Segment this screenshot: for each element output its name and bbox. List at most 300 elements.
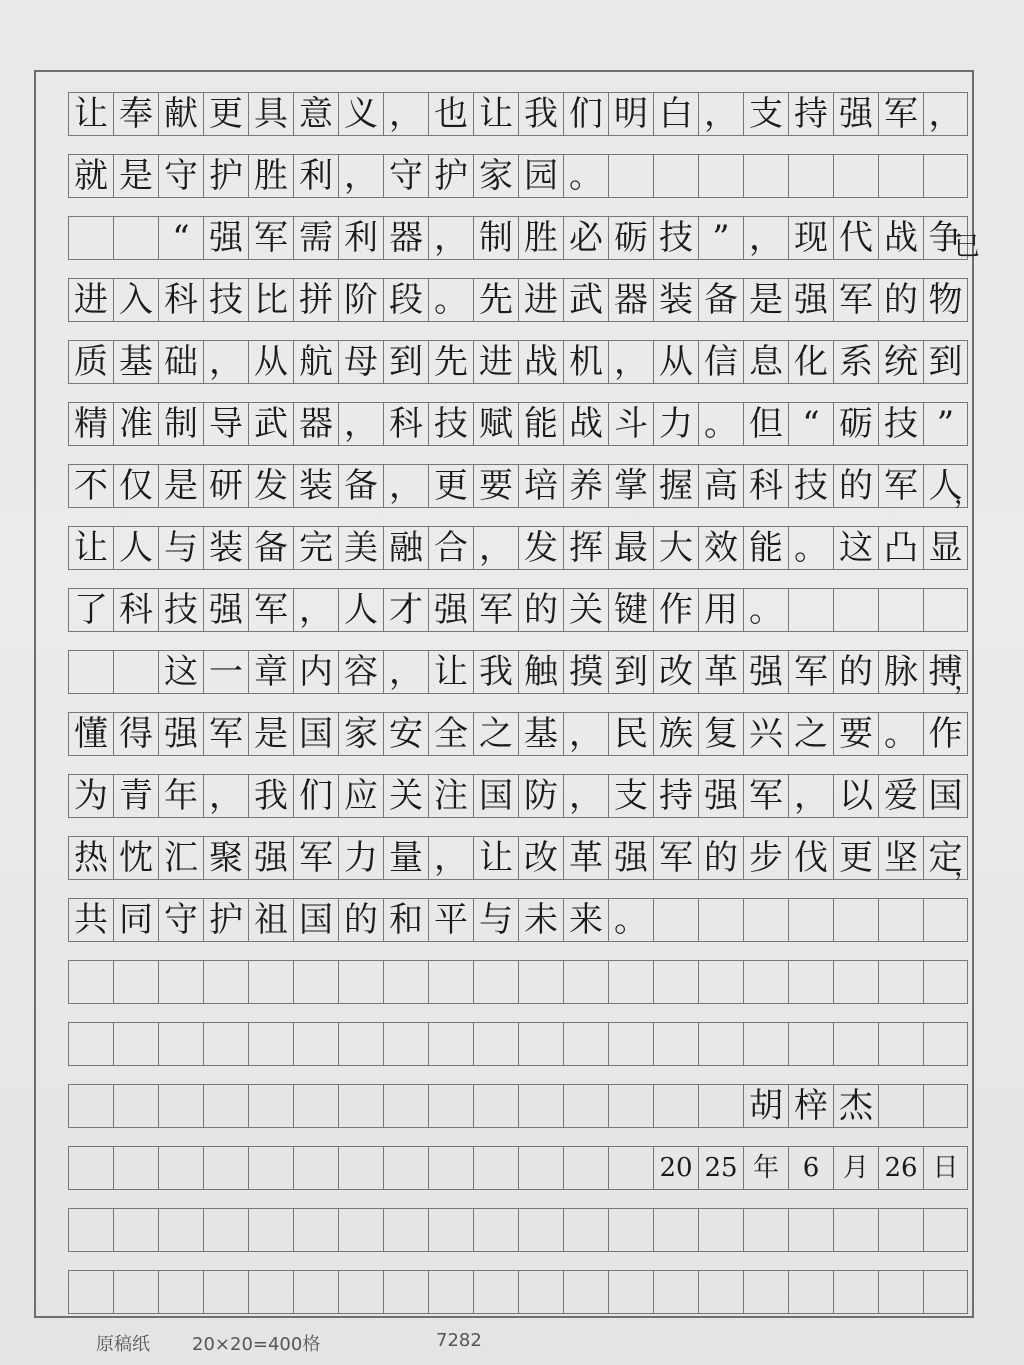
grid-cell: 技 xyxy=(158,588,203,632)
grid-cell: 更 xyxy=(203,92,248,136)
grid-row xyxy=(68,402,968,446)
grid-cell: 安 xyxy=(383,712,428,756)
grid-cell xyxy=(68,216,113,260)
grid-cell: 用 xyxy=(698,588,743,632)
grid-cell: 军 xyxy=(248,216,293,260)
grid-cell xyxy=(68,1022,113,1066)
grid-cell: 革 xyxy=(698,650,743,694)
grid-cell: 准 xyxy=(113,402,158,446)
overflow-punctuation: ， xyxy=(954,666,981,696)
grid-row xyxy=(68,650,981,696)
grid-cell: 军 xyxy=(788,650,833,694)
grid-cell: 让 xyxy=(473,836,518,880)
grid-cell xyxy=(428,960,473,1004)
grid-cell: 信 xyxy=(698,340,743,384)
grid-cell: 不 xyxy=(68,464,113,508)
grid-cell: 关 xyxy=(383,774,428,818)
grid-cell xyxy=(518,1208,563,1252)
grid-cell: 触 xyxy=(518,650,563,694)
grid-cell: ， xyxy=(428,836,473,880)
grid-cell xyxy=(923,1208,968,1252)
grid-cell: 砺 xyxy=(833,402,878,446)
grid-cell xyxy=(383,1270,428,1314)
grid-cell: 技 xyxy=(203,278,248,322)
grid-cell xyxy=(203,1022,248,1066)
grid-cell: 我 xyxy=(518,92,563,136)
grid-cell: 懂 xyxy=(68,712,113,756)
grid-row xyxy=(68,1084,968,1128)
grid-cell xyxy=(383,1022,428,1066)
grid-cell xyxy=(338,1022,383,1066)
grid-cell: 人 xyxy=(113,526,158,570)
grid-cell: 伐 xyxy=(788,836,833,880)
grid-cell: 也 xyxy=(428,92,473,136)
grid-cell: 强 xyxy=(833,92,878,136)
grid-cell: 发 xyxy=(248,464,293,508)
grid-cell: 改 xyxy=(518,836,563,880)
grid-cell xyxy=(653,1022,698,1066)
grid-cell: 航 xyxy=(293,340,338,384)
grid-cell: 的 xyxy=(833,464,878,508)
grid-cell: 强 xyxy=(428,588,473,632)
grid-cell: 装 xyxy=(293,464,338,508)
grid-cell: ， xyxy=(338,154,383,198)
grid-cell: 军 xyxy=(293,836,338,880)
grid-cell: 基 xyxy=(113,340,158,384)
grid-cell: ， xyxy=(563,712,608,756)
grid-cell: 质 xyxy=(68,340,113,384)
grid-cell xyxy=(833,1270,878,1314)
grid-cell: 入 xyxy=(113,278,158,322)
grid-cell: 效 xyxy=(698,526,743,570)
grid-cell: 是 xyxy=(743,278,788,322)
grid-cell: 就 xyxy=(68,154,113,198)
overflow-punctuation: 已 xyxy=(954,232,981,262)
grid-cell: 备 xyxy=(248,526,293,570)
grid-cell: 物 xyxy=(923,278,968,322)
paper-code: 7282 xyxy=(436,1330,482,1351)
grid-cell: 国 xyxy=(473,774,518,818)
grid-cell: 军 xyxy=(878,464,923,508)
grid-cell: 凸 xyxy=(878,526,923,570)
grid-cell: 内 xyxy=(293,650,338,694)
grid-cell: ， xyxy=(608,340,653,384)
grid-cell: 国 xyxy=(293,712,338,756)
grid-cell xyxy=(788,588,833,632)
grid-cell: 段 xyxy=(383,278,428,322)
grid-cell: 强 xyxy=(248,836,293,880)
grid-cell: 现 xyxy=(788,216,833,260)
grid-cell xyxy=(878,898,923,942)
grid-cell xyxy=(653,1208,698,1252)
grid-cell: 掌 xyxy=(608,464,653,508)
grid-cell xyxy=(518,1146,563,1190)
grid-cell xyxy=(68,1084,113,1128)
grid-cell xyxy=(338,1208,383,1252)
grid-cell: 科 xyxy=(113,588,158,632)
grid-cell: ， xyxy=(743,216,788,260)
grid-cell: ， xyxy=(473,526,518,570)
grid-cell xyxy=(608,1270,653,1314)
grid-cell xyxy=(338,1270,383,1314)
grid-cell xyxy=(923,1270,968,1314)
grid-cell: 民 xyxy=(608,712,653,756)
grid-cell: 强 xyxy=(203,216,248,260)
grid-cell xyxy=(113,960,158,1004)
grid-row xyxy=(68,774,968,818)
grid-cell: ” xyxy=(923,402,968,446)
grid-cell: 之 xyxy=(473,712,518,756)
grid-cell: 利 xyxy=(338,216,383,260)
grid-cell xyxy=(653,154,698,198)
grid-cell: 让 xyxy=(68,92,113,136)
grid-cell xyxy=(563,1146,608,1190)
grid-cell: 军 xyxy=(203,712,248,756)
grid-cell: 奉 xyxy=(113,92,158,136)
grid-cell xyxy=(203,1270,248,1314)
grid-cell: 器 xyxy=(383,216,428,260)
grid-row xyxy=(68,340,968,384)
overflow-punctuation: ， xyxy=(954,480,981,510)
grid-cell: 的 xyxy=(878,278,923,322)
grid-cell xyxy=(878,1022,923,1066)
grid-cell: 园 xyxy=(518,154,563,198)
grid-cell xyxy=(473,1084,518,1128)
grid-cell: 才 xyxy=(383,588,428,632)
grid-row xyxy=(68,216,981,262)
grid-cell xyxy=(563,1208,608,1252)
grid-cell: 。 xyxy=(878,712,923,756)
grid-cell xyxy=(473,1270,518,1314)
grid-cell: 家 xyxy=(338,712,383,756)
grid-cell xyxy=(293,1084,338,1128)
grid-cell: ， xyxy=(203,774,248,818)
grid-cell xyxy=(698,960,743,1004)
paper-label: 原稿纸 xyxy=(96,1334,150,1355)
grid-cell: 要 xyxy=(473,464,518,508)
grid-row xyxy=(68,836,981,882)
grid-cell xyxy=(68,1270,113,1314)
grid-cell: 家 xyxy=(473,154,518,198)
grid-cell: 军 xyxy=(878,92,923,136)
grid-cell xyxy=(248,1084,293,1128)
grid-cell: 让 xyxy=(473,92,518,136)
grid-cell: 持 xyxy=(788,92,833,136)
grid-cell: 是 xyxy=(158,464,203,508)
overflow-punctuation: ， xyxy=(954,852,981,882)
grid-cell: 未 xyxy=(518,898,563,942)
grid-cell xyxy=(248,1022,293,1066)
grid-cell xyxy=(608,1146,653,1190)
grid-cell xyxy=(833,1208,878,1252)
grid-cell: 为 xyxy=(68,774,113,818)
grid-cell: 让 xyxy=(428,650,473,694)
grid-cell: 研 xyxy=(203,464,248,508)
grid-cell: 守 xyxy=(383,154,428,198)
grid-cell xyxy=(608,1022,653,1066)
grid-cell: 军 xyxy=(833,278,878,322)
grid-cell xyxy=(428,1022,473,1066)
grid-cell: 。 xyxy=(428,278,473,322)
grid-cell: 更 xyxy=(833,836,878,880)
grid-cell: 之 xyxy=(788,712,833,756)
grid-cell: 以 xyxy=(833,774,878,818)
grid-cell: 握 xyxy=(653,464,698,508)
grid-cell xyxy=(833,898,878,942)
grid-row xyxy=(68,1146,968,1190)
grid-cell: 们 xyxy=(563,92,608,136)
grid-cell: 制 xyxy=(473,216,518,260)
grid-cell: 持 xyxy=(653,774,698,818)
grid-cell xyxy=(158,1270,203,1314)
grid-cell xyxy=(878,1208,923,1252)
grid-cell: 阶 xyxy=(338,278,383,322)
date-char: 月 xyxy=(833,1146,878,1190)
grid-cell: 的 xyxy=(698,836,743,880)
grid-cell xyxy=(248,1208,293,1252)
grid-cell xyxy=(563,1022,608,1066)
grid-cell: 一 xyxy=(203,650,248,694)
grid-cell xyxy=(428,1208,473,1252)
grid-cell: ， xyxy=(698,92,743,136)
grid-cell: 装 xyxy=(203,526,248,570)
grid-cell xyxy=(248,1270,293,1314)
grid-cell: 机 xyxy=(563,340,608,384)
grid-cell xyxy=(788,1022,833,1066)
grid-cell: 了 xyxy=(68,588,113,632)
grid-cell xyxy=(203,1146,248,1190)
grid-cell xyxy=(923,1084,968,1128)
grid-row xyxy=(68,1270,968,1314)
grid-cell xyxy=(923,898,968,942)
grid-cell xyxy=(698,1022,743,1066)
grid-cell xyxy=(608,1084,653,1128)
grid-cell: 让 xyxy=(68,526,113,570)
grid-cell: 护 xyxy=(203,898,248,942)
grid-cell: 进 xyxy=(68,278,113,322)
grid-cell: 明 xyxy=(608,92,653,136)
date-char: 20 xyxy=(653,1146,698,1190)
grid-cell: 力 xyxy=(338,836,383,880)
grid-cell: 守 xyxy=(158,898,203,942)
grid-cell: 摸 xyxy=(563,650,608,694)
grid-cell xyxy=(698,154,743,198)
grid-row xyxy=(68,1208,968,1252)
grid-cell xyxy=(248,1146,293,1190)
grid-cell: 护 xyxy=(428,154,473,198)
grid-cell: 装 xyxy=(653,278,698,322)
grid-cell: ， xyxy=(788,774,833,818)
grid-row xyxy=(68,712,968,756)
grid-cell: 赋 xyxy=(473,402,518,446)
grid-cell: 强 xyxy=(158,712,203,756)
grid-cell xyxy=(68,1208,113,1252)
grid-cell xyxy=(473,1146,518,1190)
grid-cell xyxy=(293,1270,338,1314)
grid-cell: 到 xyxy=(383,340,428,384)
grid-cell xyxy=(743,898,788,942)
grid-row xyxy=(68,960,968,1004)
grid-cell xyxy=(68,960,113,1004)
grid-row xyxy=(68,526,968,570)
grid-cell: 技 xyxy=(653,216,698,260)
grid-cell: ， xyxy=(383,92,428,136)
grid-cell: 到 xyxy=(608,650,653,694)
grid-cell: 聚 xyxy=(203,836,248,880)
grid-cell xyxy=(653,898,698,942)
grid-cell: 。 xyxy=(563,154,608,198)
grid-cell: 与 xyxy=(473,898,518,942)
grid-cell: 美 xyxy=(338,526,383,570)
grid-cell xyxy=(158,1022,203,1066)
grid-cell: ” xyxy=(698,216,743,260)
grid-cell: 步 xyxy=(743,836,788,880)
grid-cell: 进 xyxy=(518,278,563,322)
grid-cell: 搏 xyxy=(923,650,968,694)
grid-cell: 化 xyxy=(788,340,833,384)
grid-cell: 护 xyxy=(203,154,248,198)
grid-cell xyxy=(113,1022,158,1066)
grid-cell xyxy=(158,1146,203,1190)
grid-cell: 共 xyxy=(68,898,113,942)
grid-cell xyxy=(428,1270,473,1314)
grid-cell: 础 xyxy=(158,340,203,384)
grid-cell: 军 xyxy=(248,588,293,632)
grid-cell: 的 xyxy=(338,898,383,942)
grid-cell xyxy=(653,1270,698,1314)
grid-cell: 汇 xyxy=(158,836,203,880)
grid-cell: 从 xyxy=(248,340,293,384)
date-char: 25 xyxy=(698,1146,743,1190)
grid-cell: 意 xyxy=(293,92,338,136)
signature-char: 杰 xyxy=(833,1084,878,1128)
grid-cell xyxy=(113,1084,158,1128)
grid-cell: 从 xyxy=(653,340,698,384)
grid-cell xyxy=(608,1208,653,1252)
grid-cell xyxy=(113,1208,158,1252)
grid-cell: 关 xyxy=(563,588,608,632)
grid-cell: 比 xyxy=(248,278,293,322)
grid-cell: 科 xyxy=(383,402,428,446)
grid-cell: 忱 xyxy=(113,836,158,880)
grid-cell xyxy=(923,588,968,632)
grid-cell: 与 xyxy=(158,526,203,570)
grid-row xyxy=(68,154,968,198)
grid-cell: 定 xyxy=(923,836,968,880)
grid-cell: 的 xyxy=(518,588,563,632)
grid-cell: 仅 xyxy=(113,464,158,508)
grid-cell: 必 xyxy=(563,216,608,260)
grid-cell: 坚 xyxy=(878,836,923,880)
grid-cell: 兴 xyxy=(743,712,788,756)
date-char: 日 xyxy=(923,1146,968,1190)
date-char: 6 xyxy=(788,1146,833,1190)
grid-cell xyxy=(338,1146,383,1190)
grid-cell: 系 xyxy=(833,340,878,384)
grid-cell xyxy=(293,1208,338,1252)
grid-cell: 键 xyxy=(608,588,653,632)
grid-cell: 。 xyxy=(788,526,833,570)
grid-cell: 武 xyxy=(248,402,293,446)
grid-cell: 武 xyxy=(563,278,608,322)
grid-cell xyxy=(203,1208,248,1252)
grid-cell: 。 xyxy=(608,898,653,942)
grid-cell: 斗 xyxy=(608,402,653,446)
grid-cell: 国 xyxy=(293,898,338,942)
grid-cell: ， xyxy=(923,92,968,136)
grid-cell xyxy=(68,1146,113,1190)
grid-cell xyxy=(923,1022,968,1066)
grid-cell: 的 xyxy=(833,650,878,694)
grid-cell: 军 xyxy=(653,836,698,880)
grid-cell xyxy=(833,588,878,632)
grid-row xyxy=(68,464,981,510)
grid-cell xyxy=(428,1084,473,1128)
grid-cell: 这 xyxy=(833,526,878,570)
grid-cell xyxy=(113,1146,158,1190)
grid-cell xyxy=(293,1022,338,1066)
grid-cell: 制 xyxy=(158,402,203,446)
grid-cell xyxy=(788,1208,833,1252)
grid-cell: 青 xyxy=(113,774,158,818)
grid-cell: 融 xyxy=(383,526,428,570)
grid-cell: 基 xyxy=(518,712,563,756)
grid-cell: 培 xyxy=(518,464,563,508)
grid-row xyxy=(68,1022,968,1066)
grid-cell xyxy=(788,960,833,1004)
grid-cell: 是 xyxy=(113,154,158,198)
grid-cell xyxy=(383,1146,428,1190)
grid-cell: 人 xyxy=(338,588,383,632)
grid-cell xyxy=(788,1270,833,1314)
grid-cell xyxy=(923,154,968,198)
grid-cell xyxy=(338,960,383,1004)
grid-cell xyxy=(563,960,608,1004)
grid-cell: ， xyxy=(203,340,248,384)
grid-cell: 战 xyxy=(518,340,563,384)
grid-cell: 支 xyxy=(608,774,653,818)
grid-cell: 作 xyxy=(653,588,698,632)
grid-cell: ， xyxy=(338,402,383,446)
grid-cell xyxy=(743,1022,788,1066)
grid-cell: 器 xyxy=(293,402,338,446)
grid-cell: 争 xyxy=(923,216,968,260)
grid-cell xyxy=(518,1270,563,1314)
grid-cell xyxy=(113,1270,158,1314)
grid-cell: 我 xyxy=(473,650,518,694)
grid-cell xyxy=(518,1022,563,1066)
grid-cell: 这 xyxy=(158,650,203,694)
grid-cell xyxy=(653,1084,698,1128)
grid-cell xyxy=(293,1146,338,1190)
grid-cell: 统 xyxy=(878,340,923,384)
grid-cell xyxy=(158,1084,203,1128)
grid-cell xyxy=(338,1084,383,1128)
grid-cell: 需 xyxy=(293,216,338,260)
grid-cell: 显 xyxy=(923,526,968,570)
grid-cell: 养 xyxy=(563,464,608,508)
grid-cell: 强 xyxy=(788,278,833,322)
grid-cell: 们 xyxy=(293,774,338,818)
grid-cell: 祖 xyxy=(248,898,293,942)
grid-cell: 同 xyxy=(113,898,158,942)
grid-cell xyxy=(743,1208,788,1252)
grid-cell: 能 xyxy=(743,526,788,570)
grid-cell xyxy=(743,1270,788,1314)
grid-cell xyxy=(608,154,653,198)
grid-cell: 年 xyxy=(158,774,203,818)
grid-cell: 我 xyxy=(248,774,293,818)
